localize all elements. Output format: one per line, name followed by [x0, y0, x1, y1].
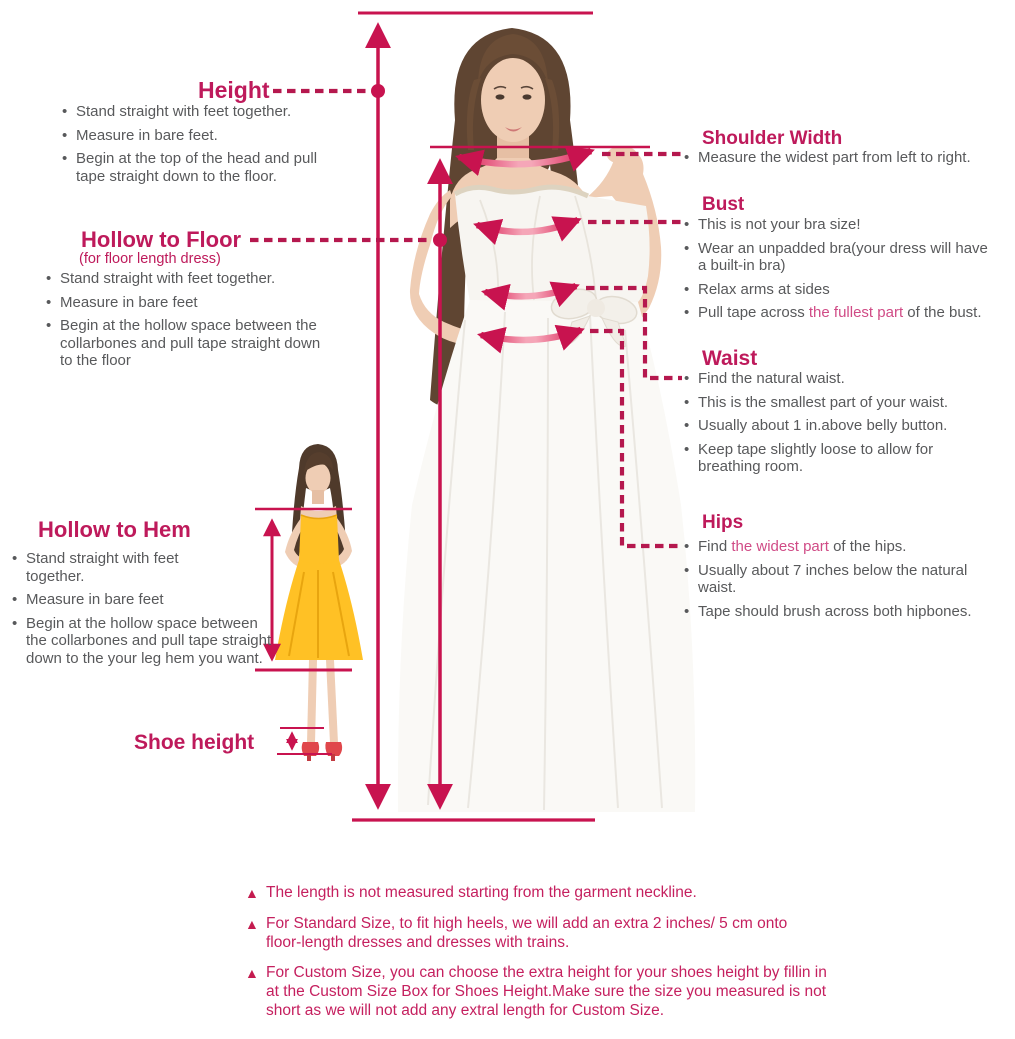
bullet-dot: •	[684, 602, 690, 620]
height-junction-dot	[371, 84, 385, 98]
list-item: • Relax arms at sides	[684, 280, 830, 298]
list-item: • Measure the widest part from left to right.	[684, 149, 971, 166]
list-item: • Wear an unpadded bra(your dress will have a built-in bra)	[684, 239, 988, 274]
bullet-dot: •	[684, 280, 690, 298]
list-item: • Usually about 1 in.above belly button.	[684, 417, 948, 434]
bullet-dot: •	[46, 293, 52, 311]
waist-bullets	[684, 370, 1010, 482]
small-model-figure	[275, 444, 363, 761]
list-item: • Usually about 7 inches below the natural waist.	[684, 561, 968, 596]
highlighted-text: the fullest part	[808, 304, 904, 321]
bullet-dot: •	[684, 538, 690, 555]
list-item: • Tape should brush across both hipbones.	[684, 602, 972, 620]
list-item: • Measure in bare feet.	[62, 126, 218, 144]
hollow-to-floor-title: Hollow to Floor	[81, 227, 242, 252]
hollow-junction-dot	[433, 233, 447, 247]
bullet-dot: •	[684, 440, 690, 458]
list-item: • Stand straight with feet together.	[46, 270, 276, 287]
hollow-to-floor-bullets	[46, 270, 346, 376]
hollow-to-floor-subtitle: (for floor length dress)	[79, 251, 221, 267]
list-item: • This is not your bra size!	[684, 216, 861, 233]
bullet-dot: •	[684, 370, 690, 387]
height-bullets	[62, 103, 344, 191]
list-item: • Pull tape across the fullest part of the bust.	[684, 304, 982, 321]
bullet-dot: •	[12, 591, 18, 608]
footnote: ▲ For Standard Size, to fit high heels, we will add an extra 2 inches/ 5 cm onto floor-length dresses and dresses with trains.	[245, 915, 788, 951]
hips-bullets	[684, 538, 1010, 626]
bullet-dot: •	[12, 614, 18, 632]
height-title: Height	[198, 77, 270, 103]
footnote: ▲ For Custom Size, you can choose the extra height for your shoes height by fillin in at the Custom Size Box for Shoes Height.Make sure the size you measured is not short as we will not add any extral length for Custom Size.	[245, 964, 827, 1019]
bullet-dot: •	[684, 149, 690, 166]
list-item: • Begin at the top of the head and pull tape straight down to the floor.	[62, 150, 318, 185]
footnotes	[245, 883, 845, 1020]
list-item: • Measure in bare feet	[46, 293, 198, 311]
waist-title: Waist	[702, 347, 758, 370]
list-item: • Begin at the hollow space between the collarbones and pull tape straight down to the your leg hem you want.	[12, 614, 272, 667]
shoe-height-title: Shoe height	[134, 731, 255, 754]
list-item: • This is the smallest part of your waist.	[684, 393, 949, 411]
bullet-dot: •	[684, 216, 690, 233]
bullet-dot: •	[46, 270, 52, 287]
highlighted-text: the widest part	[731, 538, 829, 555]
bullet-dot: •	[62, 126, 68, 144]
bust-title: Bust	[702, 194, 745, 215]
shoulder-width-bullets	[684, 149, 1010, 173]
list-item: • Find the widest part of the hips.	[684, 538, 907, 555]
warning-triangle-icon: ▲	[245, 965, 259, 981]
list-item: • Stand straight with feet together.	[12, 550, 179, 585]
hollow-to-hem-bullets	[12, 550, 272, 673]
bullet-dot: •	[62, 103, 68, 120]
warning-triangle-icon: ▲	[245, 916, 259, 932]
bullet-dot: •	[684, 561, 690, 579]
shoulder-width-title: Shoulder Width	[702, 128, 843, 149]
list-item: • Find the natural waist.	[684, 370, 845, 387]
bullet-dot: •	[684, 393, 690, 411]
list-item: • Begin at the hollow space between the collarbones and pull tape straight down to the floor	[46, 317, 321, 369]
list-item: • Keep tape slightly loose to allow for breathing room.	[684, 440, 934, 475]
bullet-dot: •	[684, 417, 690, 434]
bullet-dot: •	[12, 550, 18, 567]
bullet-dot: •	[684, 304, 690, 321]
main-model-figure	[398, 28, 695, 812]
list-item: • Measure in bare feet	[12, 591, 164, 608]
hollow-to-hem-title: Hollow to Hem	[38, 517, 191, 542]
footnote: ▲ The length is not measured starting from the garment neckline.	[245, 884, 697, 901]
bust-bullets	[684, 216, 1010, 328]
bullet-dot: •	[684, 239, 690, 257]
hips-title: Hips	[702, 512, 744, 533]
list-item: • Stand straight with feet together.	[62, 103, 292, 120]
bullet-dot: •	[62, 150, 68, 167]
warning-triangle-icon: ▲	[245, 885, 259, 901]
bullet-dot: •	[46, 317, 52, 334]
